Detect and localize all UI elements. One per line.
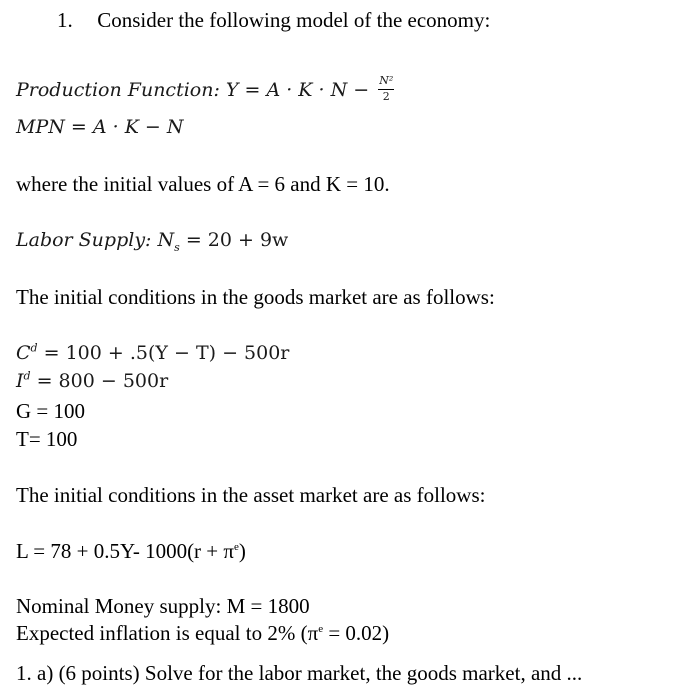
labor-supply-subscript: s (174, 240, 180, 254)
investment-equation (16, 369, 169, 392)
production-function-equation: Y = A · K · N − (225, 79, 370, 102)
expected-inflation-text (16, 623, 389, 644)
consumption-lhs: C (16, 342, 31, 364)
production-fraction (378, 75, 394, 103)
goods-market-heading: The initial conditions in the goods market are as follows: (16, 285, 495, 309)
cutoff-next-line (16, 661, 676, 685)
mpn-equation: MPN = A · K − N (16, 116, 184, 138)
consumption-sup: d (30, 341, 38, 355)
consumption-rhs: = 100 + .5(Y − T) − 500r (37, 342, 290, 364)
consumption-equation (16, 341, 290, 364)
production-function-label: Production Function: (16, 79, 220, 102)
labor-supply-n: N (157, 229, 175, 251)
asset-market-heading: The initial conditions in the asset market are as follows: (16, 483, 486, 507)
production-function-line (16, 74, 394, 105)
cutoff-text: 1. a) (6 points) Solve for the labor market, the goods market, and ... (16, 661, 583, 685)
expected-inflation-sup: e (318, 623, 324, 635)
expected-inflation-prefix: Expected inflation is equal to 2% (π (16, 621, 319, 645)
problem-number: 1. (57, 8, 73, 32)
government-spending: G = 100 (16, 399, 86, 423)
fraction-denominator: 2 (382, 89, 390, 103)
labor-supply-rest: = 20 + 9w (179, 229, 289, 251)
labor-supply-line (16, 229, 289, 254)
problem-header (57, 10, 490, 31)
expected-inflation-suffix: = 0.02) (323, 621, 390, 645)
money-demand-prefix: L = 78 + 0.5Y- 1000(r + π (16, 539, 234, 563)
problem-intro: Consider the following model of the economy: (97, 8, 491, 32)
investment-rhs: = 800 − 500r (30, 370, 169, 392)
taxes: T= 100 (16, 427, 78, 451)
labor-supply-label: Labor Supply: (16, 229, 152, 251)
investment-sup: d (23, 369, 31, 383)
money-supply-text: Nominal Money supply: M = 1800 (16, 594, 310, 618)
money-demand-suffix: ) (238, 539, 246, 563)
initial-values-text: where the initial values of A = 6 and K = 10. (16, 172, 390, 196)
investment-lhs: I (16, 370, 24, 392)
money-demand-sup: e (234, 541, 239, 553)
fraction-numerator: N² (378, 75, 394, 90)
money-demand-equation (16, 541, 246, 562)
